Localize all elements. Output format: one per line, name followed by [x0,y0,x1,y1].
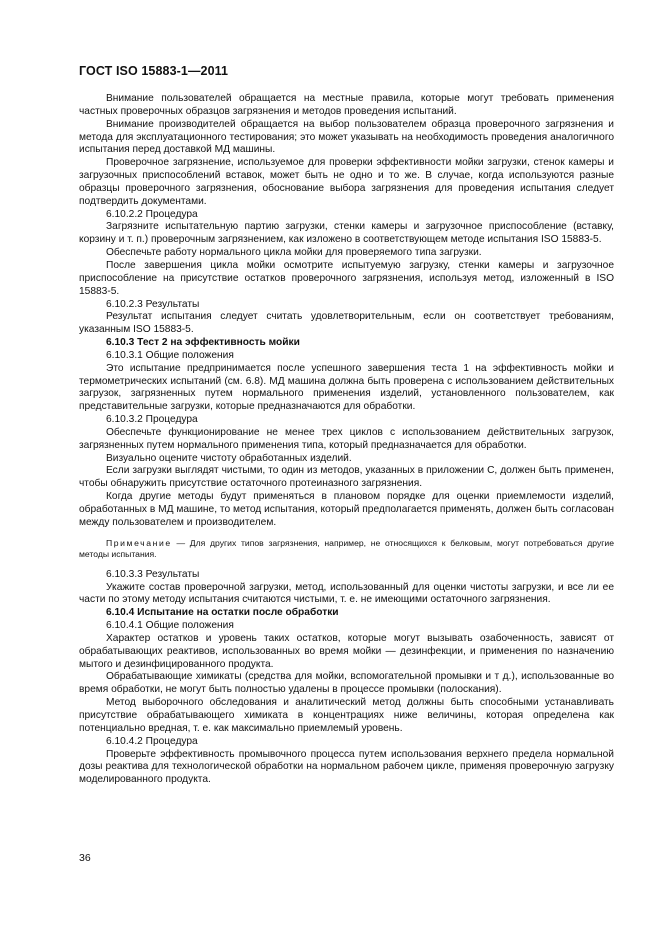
paragraph: Это испытание предпринимается после успешного завершения теста 1 на эффективность мойки и термометрических испытаний (см. 6.8). МД машина должна быть проверена с использованием действительных загрузок, загрязненных путем нормального применения изделий, установленного пользователем, как представительные загрузки, которые предназначаются для обработки. [79,362,614,413]
section-heading-6-10-4-1: 6.10.4.1 Общие положения [106,620,234,632]
section-heading-6-10-2-2: 6.10.2.2 Процедура [106,208,198,220]
paragraph: Характер остатков и уровень таких остатков, которые могут вызывать озабоченность, зависят от обрабатывающих реактивов, использованных во время мойки — дезинфекции, и применения по назначению мытого и дезинфицированного продукта. [79,632,614,670]
page-number: 36 [79,852,91,864]
paragraph: Обрабатывающие химикаты (средства для мойки, вспомогательной промывки и т д.), использованные во время обработки, не могут быть полностью удалены в процессе промывки (полоскания). [79,671,614,696]
paragraph: Метод выборочного обследования и аналитический метод должны быть способными устанавливать присутствие обрабатывающего химиката в концентрациях ниже величины, которая определена как потенциально вредная, т. е. как максимально приемлемый уровень. [79,697,614,734]
paragraph: Визуально оцените чистоту обработанных изделий. [106,452,352,464]
document-body [79,93,614,787]
paragraph: Проверочное загрязнение, используемое для проверки эффективности мойки загрузки, стенок камеры и загрузочных приспособлений вставок, может быть не одно и то же. В случае, когда используются разные образцы проверочного загрязнения, обоснование выбора загрязнения для проведения испытания следует подтвердить документами. [79,157,614,207]
paragraph: Обеспечьте функционирование не менее трех циклов с использованием действительных загрузок, загрязненных путем нормального применения типа, который предназначается для обработки. [79,426,614,451]
section-heading-6-10-3-3: 6.10.3.3 Результаты [106,568,200,580]
paragraph: Если загрузки выглядят чистыми, то один из методов, указанных в приложении C, должен быть применен, чтобы обнаружить присутствие остаточного протеиназного загрязнения. [79,465,614,490]
section-heading-6-10-3-2: 6.10.3.2 Процедура [106,414,198,426]
paragraph: Загрязните испытательную партию загрузки, стенки камеры и загрузочное приспособление (вставку, корзину и т. п.) проверочным загрязнением, как изложено в соответствующем методе испытания ISO 15883-5. [79,221,614,246]
paragraph: Внимание пользователей обращается на местные правила, которые могут требовать применения частных проверочных образцов загрязнения и методов проведения испытаний. [79,93,614,117]
note-label: Примечание [106,537,172,548]
paragraph: Внимание производителей обращается на выбор пользователем образца проверочного загрязнения и метода для эксплуатационного тестирования; это может указывать на необходимость проведения аналогичного испытания перед доставкой МД машины. [79,118,614,156]
paragraph: Результат испытания следует считать удовлетворительным, если он соответствует требованиям, указанным ISO 15883-5. [79,311,614,336]
section-heading-6-10-3-1: 6.10.3.1 Общие положения [106,349,234,361]
document-header: ГОСТ ISO 15883-1—2011 [79,64,229,78]
section-heading-6-10-4-2: 6.10.4.2 Процедура [106,735,198,747]
section-heading-6-10-4: 6.10.4 Испытание на остатки после обработки [106,607,339,619]
paragraph: Обеспечьте работу нормального цикла мойки для проверяемого типа загрузки. [106,247,482,259]
section-heading-6-10-3: 6.10.3 Тест 2 на эффективность мойки [106,337,300,349]
paragraph: Укажите состав проверочной загрузки, метод, использованный для оценки чистоты загрузки, и все ли ее части по этому методу испытания считаются чистыми, т. е. не имеющими остаточного загрязнения. [79,581,614,606]
note-text: — Для других типов загрязнения, например, не относящихся к белковым, могут потребоваться другие методы испытания. [79,537,614,560]
note [79,538,614,561]
paragraph: После завершения цикла мойки осмотрите испытуемую загрузку, стенки камеры и загрузочное приспособление на присутствие остатков проверочного загрязнения, используя метод, изложенный в ISO 15883-5. [79,259,614,297]
paragraph: Проверьте эффективность промывочного процесса путем использования верхнего предела нормальной дозы реактива для технологической обработки на нормальном рабочем цикле, применяя проверочную загрузку моделированного продукта. [79,748,614,786]
section-heading-6-10-2-3: 6.10.2.3 Результаты [106,298,200,310]
paragraph: Когда другие методы будут применяться в плановом порядке для оценки приемлемости изделий, обработанных в МД машине, то метод испытания, который предполагается применять, должен быть согласован между пользователем и производителем. [79,491,614,528]
